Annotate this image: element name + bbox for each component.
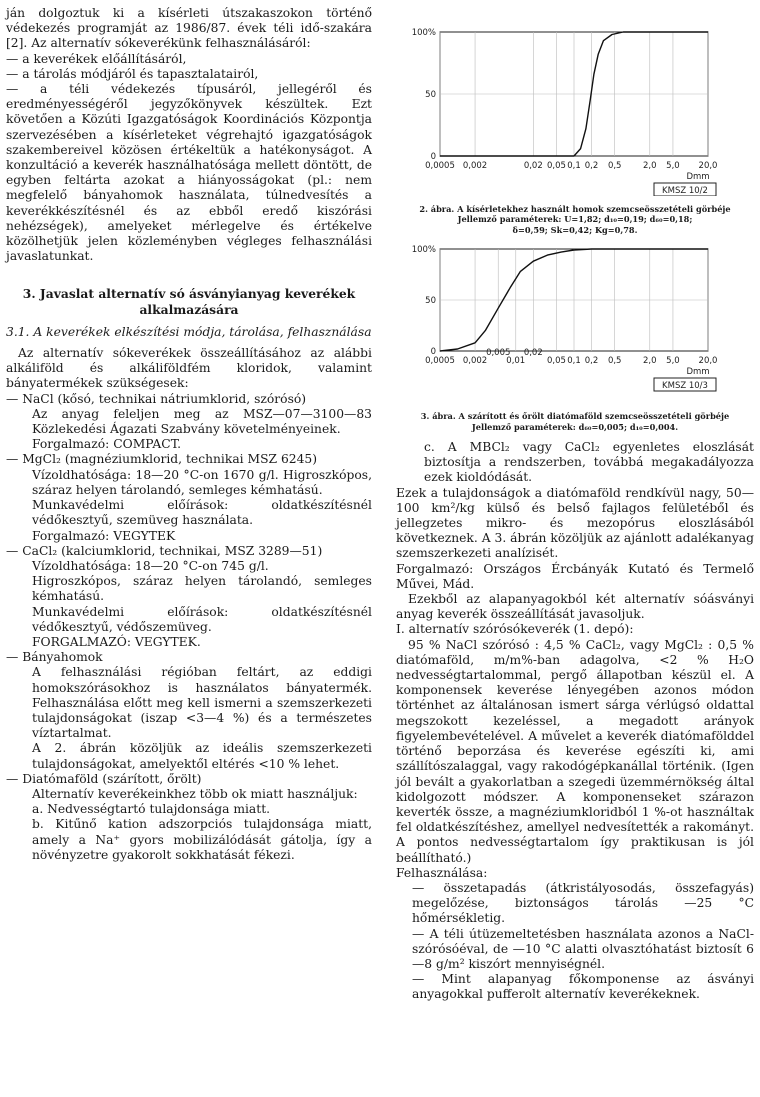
x-tick-label: 0,0005 bbox=[425, 161, 455, 171]
material-body: A felhasználási régióban feltárt, az eddigi homokszórásokhoz is használatos bányatermék. Felhasználása előtt meg kell ismerni a szemszerkezeti tulajdonságokat (iszap <3—4 %) és a természetes víztartalmat. bbox=[32, 665, 372, 741]
intro-list-item: — a keverékek előállításáról, bbox=[6, 51, 187, 66]
x-tick-label: 0,005 bbox=[486, 348, 511, 359]
intro-list-item: — a tárolás módjáról és tapasztalatairól, bbox=[6, 66, 259, 81]
material-heading: — Diatómaföld (szárított, őrölt) bbox=[6, 771, 202, 786]
section-title: 3. Javaslat alternatív só ásványianyag keverékek alkalmazására bbox=[22, 286, 356, 317]
x-tick-label: 5,0 bbox=[666, 161, 680, 171]
y-tick-label: 100% bbox=[411, 28, 436, 38]
use-item: — összetapadás (átkristályosodás, összefagyás) megelőzése, biztonságos tárolás —25 °C hőmérsékletig. bbox=[412, 880, 754, 926]
use-item: — Mint alapanyag főkomponense az ásványi anyagokkal pufferolt alternatív keverékeknek. bbox=[412, 972, 754, 1002]
x-tick-label: 0,05 bbox=[547, 161, 566, 171]
caption-line: δ=0,59; Sk=0,42; Kg=0,78. bbox=[512, 224, 638, 235]
x-tick-label: 0,002 bbox=[462, 161, 488, 171]
y-tick-label: 0 bbox=[430, 347, 436, 358]
material-heading: — MgCl₂ (magnéziumklorid, technikai MSZ 6245) bbox=[6, 452, 318, 467]
distributor: Forgalmazó: COMPACT. bbox=[32, 437, 182, 452]
y-tick-label: 50 bbox=[425, 90, 436, 100]
intro-list-item: — a téli védekezés típusáról, jellegéről és eredményességéről jegyzőkönyvek készültek. Ezt követően a Közúti Igazgatóságok Koordinációs Központja szervezésében a kísérleteket végrehajtó igazgatóságok szakembereivel közösen értékeltük a hatékonyságot. A konzultáció a keverék használhatósága mellett döntött, de egyben feltárta azokat a hiányosságokat (pl.: nem megfelelő bányahomok használata, túlnedvesítés a keverékkészítésnél és az ebből eredő kiszórási nehézségek), amelyeket mérlegelve és értékelve közölhetjük jelen közleményben végleges felhasználási javaslatunkat. bbox=[6, 82, 372, 264]
x-tick-label: 0,02 bbox=[523, 161, 543, 171]
grain-size-chart-diatom bbox=[396, 243, 754, 403]
x-tick-label: 0,01 bbox=[506, 356, 526, 367]
x-tick-label: 0,5 bbox=[607, 356, 622, 367]
intro-paragraph: ján dolgoztuk ki a kísérleti útszakaszokon történő védekezés programját az 1986/87. évek téli idő-szakára [2]. Az alternatív sókeverékünk felhasználásáról: bbox=[6, 6, 372, 51]
use-item: — A téli útüzemeltetésben használata azonos a NaCl-szórósóéval, de —10 °C alatti olvasztóhatást biztosít 6—8 g/m² kiszórt mennyiségnél. bbox=[412, 926, 754, 971]
x-tick-label: 20,0 bbox=[698, 356, 718, 367]
safety-note: Munkavédelmi előírások: oldatkészítésnél védőkesztyű, védőszemüveg. bbox=[32, 604, 372, 634]
right-column bbox=[396, 6, 754, 1003]
figure-code: KMSZ 10/3 bbox=[662, 381, 708, 392]
paragraph: Ezek a tulajdonságok a diatómaföld rendkívül nagy, 50—100 km²/kg külső és belső fajlagos felületéből és jellegzetes mikro- és mezopórus eloszlásából következnek. A 3. ábrán közöljük az ajánlott adalékanyag szemszerkezeti analízisét. bbox=[396, 485, 754, 561]
figure-3-caption bbox=[396, 411, 754, 432]
x-tick-label: 20,0 bbox=[698, 161, 718, 171]
caption-line: Jellemző paraméterek: d₆₀=0,005; d₁₀=0,004. bbox=[471, 421, 679, 432]
x-tick-label: 0,2 bbox=[584, 161, 599, 171]
y-tick-label: 50 bbox=[425, 296, 436, 307]
x-tick-label: 5,0 bbox=[666, 356, 680, 367]
safety-note: Munkavédelmi előírások: oldatkészítésnél védőkesztyű, szemüveg használata. bbox=[32, 498, 372, 528]
x-tick-label: 2,0 bbox=[642, 161, 657, 171]
caption-line: 3. ábra. A szárított és őrölt diatómaföld szemcseösszetételi görbéje bbox=[420, 411, 730, 422]
figure-code: KMSZ 10/2 bbox=[662, 186, 708, 196]
reason-item: c. A MBCl₂ vagy CaCl₂ egyenletes eloszlását biztosítja a rendszerben, továbbá megakadályozza ezek kioldódását. bbox=[424, 440, 754, 485]
distributor: Forgalmazó: VEGYTEK bbox=[32, 528, 176, 543]
caption-line: Jellemző paraméterek: U=1,82; d₁₀=0,19; d₆₀=0,18; bbox=[457, 214, 693, 225]
caption-line: 2. ábra. A kísérletekhez használt homok szemcseösszetételi görbéje bbox=[419, 204, 731, 214]
x-axis-unit: Dmm bbox=[686, 367, 710, 378]
x-axis-unit: Dmm bbox=[686, 172, 710, 182]
x-tick-label: 0,002 bbox=[462, 356, 488, 367]
figure-2 bbox=[396, 6, 754, 200]
grain-size-chart-sand bbox=[396, 6, 754, 196]
material-heading: — CaCl₂ (kalciumklorid, technikai, MSZ 3289—51) bbox=[6, 543, 323, 558]
distributor: FORGALMAZÓ: VEGYTEK. bbox=[32, 634, 201, 649]
material-heading: — NaCl (kősó, technikai nátriumklorid, szórósó) bbox=[6, 391, 307, 406]
figure-3 bbox=[396, 243, 754, 407]
paragraph: Ezekből az alapanyagokból két alternatív sóásványi anyag keverék összeállítását javasoljuk. bbox=[396, 592, 754, 622]
reason-item: a. Nedvességtartó tulajdonsága miatt. bbox=[32, 802, 271, 817]
material-body: Vízoldhatósága: 18—20 °C-on 1670 g/l. Higroszkópos, száraz helyen tárolandó, semleges kémhatású. bbox=[32, 467, 372, 497]
figure-2-caption bbox=[396, 204, 754, 235]
x-tick-label: 0,1 bbox=[567, 356, 581, 367]
subsection-title: 3.1. A keverékek elkészítési módja, tárolása, felhasználása bbox=[6, 324, 372, 339]
x-tick-label: 0,02 bbox=[523, 348, 543, 359]
use-title: Felhasználása: bbox=[396, 865, 488, 880]
material-body: Vízoldhatósága: 18—20 °C-on 745 g/l. bbox=[32, 558, 269, 573]
material-body: Higroszkópos, száraz helyen tárolandó, semleges kémhatású. bbox=[32, 574, 372, 604]
paragraph: 95 % NaCl szórósó : 4,5 % CaCl₂, vagy MgCl₂ : 0,5 % diatómaföld, m/m%-ban adagolva, <2 % H₂O nedvességtartalommal, pergő állapotban készül el. A komponensek keverése lényegében azonos módon történhet az általánosan ismert sárga vérlúgsó oldattal megszokott kezeléssel, a megadott arányok figyelembevételével. A művelet a keverék diatómafölddel történő beporzása és keverése egészíti ki, ami szállítószalaggal, vagy rakodógépkanállal történik. (Igen jól bevált a gyakorlatban a szegedi üzemmérnökség által kidolgozott módszer. A komponenseket szárazon keverték össze, a magnéziumkloridból 1 %-ot használtak fel oldatkészítéshez, amellyel nedvesítették a rakományt. A pontos nedvességtartalom így praktikusan is jól beállítható.) bbox=[396, 637, 754, 865]
x-tick-label: 0,0005 bbox=[425, 356, 455, 367]
material-body: A 2. ábrán közöljük az ideális szemszerkezeti tulajdonságokat, amelyektől eltérés <10 % lehet. bbox=[32, 741, 372, 771]
mix-title: I. alternatív szórósókeverék (1. depó): bbox=[396, 622, 634, 637]
left-column bbox=[6, 6, 372, 863]
material-heading: — Bányahomok bbox=[6, 650, 103, 665]
x-tick-label: 0,5 bbox=[607, 161, 622, 171]
y-tick-label: 100% bbox=[411, 245, 436, 256]
paragraph: Az alternatív sókeverékek összeállításához az alábbi alkáliföld és alkáliföldfém kloridok, valamint bányatermékek szükségesek: bbox=[6, 346, 372, 391]
distributor: Forgalmazó: Országos Ércbányák Kutató és Termelő Művei, Mád. bbox=[396, 561, 754, 591]
y-tick-label: 0 bbox=[430, 152, 436, 162]
material-body: Alternatív keverékeinkhez több ok miatt használjuk: bbox=[32, 786, 358, 801]
x-tick-label: 0,2 bbox=[584, 356, 599, 367]
material-body: Az anyag feleljen meg az MSZ—07—3100—83 Közlekedési Ágazati Szabvány követelményeinek. bbox=[32, 406, 372, 437]
x-tick-label: 2,0 bbox=[642, 356, 657, 367]
reason-item: b. Kitűnő kation adszorpciós tulajdonsága miatt, amely a Na⁺ gyors mobilizálódását gátolja, így a növényzetre gyakorolt sokkhatását fékezi. bbox=[32, 817, 372, 862]
x-tick-label: 0,05 bbox=[547, 356, 566, 367]
x-tick-label: 0,1 bbox=[567, 161, 581, 171]
